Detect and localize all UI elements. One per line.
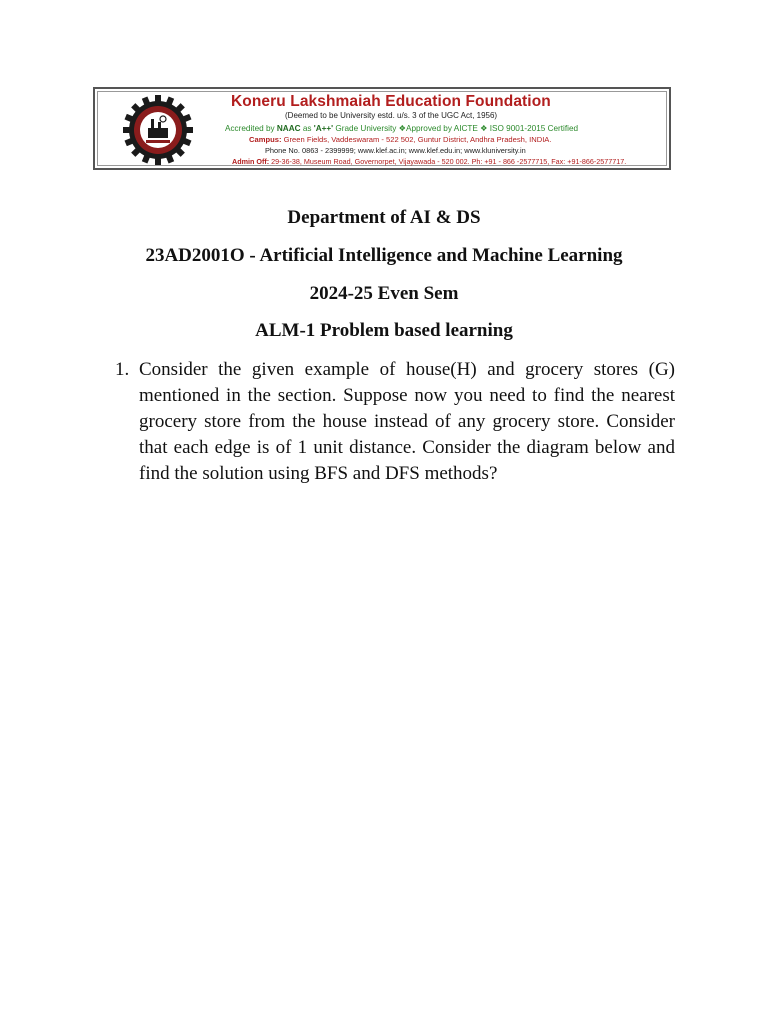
assignment-heading: ALM-1 Problem based learning — [255, 320, 513, 341]
accreditation-line — [225, 123, 578, 133]
accreditation-suffix: Grade University ❖Approved by AICTE ❖ ISO 9001-2015 Certified — [333, 124, 579, 133]
accreditation-naac: NAAC — [276, 124, 301, 133]
campus-label: Campus: — [249, 135, 282, 144]
accreditation-grade: 'A++' — [313, 124, 334, 133]
deemed-university-line: (Deemed to be University estd. u/s. 3 of the UGC Act, 1956) — [285, 111, 498, 120]
campus-address-line — [249, 135, 551, 144]
question-item — [115, 357, 675, 487]
accreditation-mid: as — [300, 124, 314, 133]
admin-label: Admin Off: — [232, 157, 270, 166]
admin-office-line — [232, 157, 626, 166]
admin-text: 29-36-38, Museum Road, Governorpet, Vijayawada - 520 002. Ph: +91 - 866 -2577715, Fax: +91-866-2577717. — [269, 157, 627, 166]
campus-text: Green Fields, Vaddeswaram - 522 502, Guntur District, Andhra Pradesh, INDIA. — [281, 135, 552, 144]
university-seal-logo-icon — [123, 95, 193, 165]
semester-heading: 2024-25 Even Sem — [309, 283, 459, 304]
question-text: Consider the given example of house(H) and grocery stores (G) mentioned in the section. Suppose now you need to find the nearest grocery store from the house instead of any grocery store. Consider that each edge is of 1 unit distance. Consider the diagram below and find the solution using BFS and DFS methods? — [139, 359, 675, 484]
contact-line: Phone No. 0863 - 2399999; www.klef.ac.in; www.klef.edu.in; www.kluniversity.in — [265, 146, 526, 155]
accreditation-prefix: Accredited by — [225, 124, 277, 133]
department-heading: Department of AI & DS — [287, 207, 481, 228]
question-number: 1. — [115, 359, 130, 380]
letterhead-banner — [93, 87, 671, 170]
course-heading: 23AD2001O - Artificial Intelligence and Machine Learning — [145, 245, 623, 266]
organization-name: Koneru Lakshmaiah Education Foundation — [231, 93, 551, 110]
